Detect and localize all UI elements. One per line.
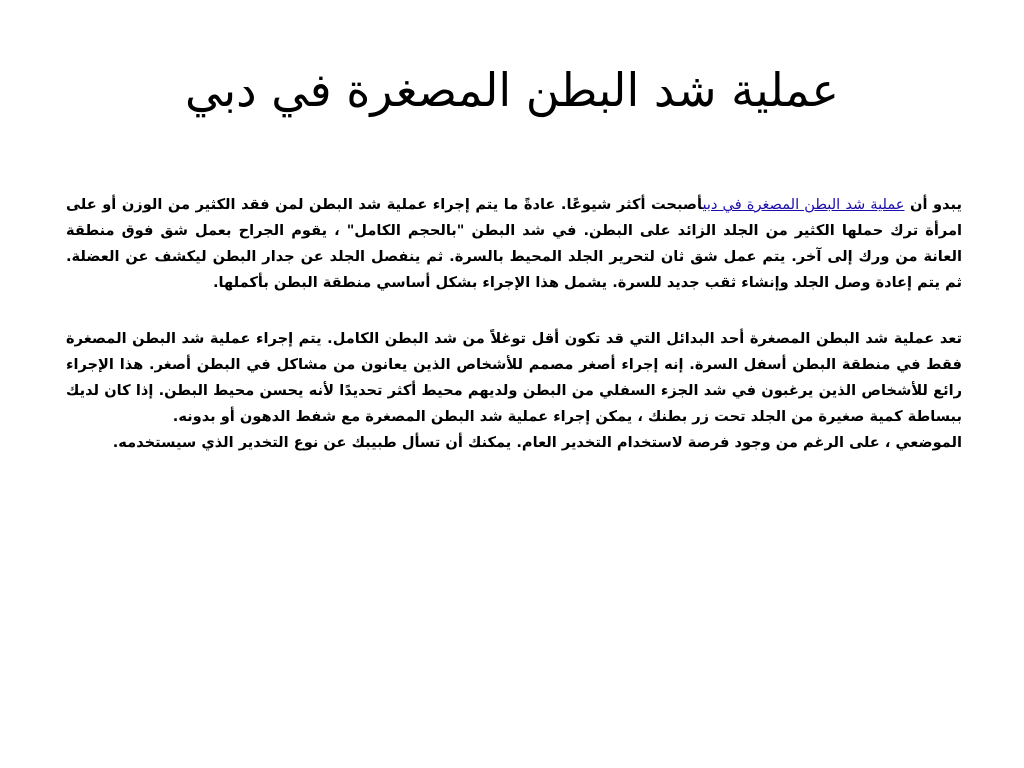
slide-body [66,192,962,456]
paragraph-mini-tummy-tuck: تعد عملية شد البطن المصغرة أحد البدائل التي قد تكون أقل توغلاً من شد البطن الكامل. يتم إجراء عملية شد البطن المصغرة فقط في منطقة البطن أسفل السرة. إنه إجراء أصغر مصمم للأشخاص الذين يعانون من مشاكل في البطن أصغر. هذا الإجراء رائع للأشخاص الذين يرغبون في شد الجزء السفلي من البطن ولديهم محيط أكثر تحديدًا لأنه يحسن محيط البطن. إذا كان لديك ببساطة كمية صغيرة من الجلد تحت زر بطنك ، يمكن إجراء عملية شد البطن المصغرة مع شفط الدهون أو بدونه. [66,330,962,425]
slide-title: عملية شد البطن المصغرة في دبي [185,63,839,117]
paragraph-anesthesia: الموضعي ، على الرغم من وجود فرصة لاستخدام التخدير العام. يمكنك أن تسأل طبيبك عن نوع التخدير الذي سيستخدمه. [112,434,962,451]
paragraph-intro-lead: يبدو أن [904,196,962,213]
paragraph-intro-rest: أصبحت أكثر شيوعًا. عادةً ما يتم إجراء عملية شد البطن لمن فقد الكثير من الوزن أو على امرأة ترك حملها الكثير من الجلد الزائد على البطن. في شد البطن "بالحجم الكامل" ، يقوم الجراح بعمل شق فوق منطقة العانة من ورك إلى آخر. يتم عمل شق ثان لتحرير الجلد المحيط بالسرة. ثم ينفصل الجلد عن جدار البطن ليكشف عن العضلة. ثم يتم إعادة وصل الجلد وإنشاء ثقب جديد للسرة. يشمل هذا الإجراء بشكل أساسي منطقة البطن بأكملها. [66,196,962,291]
article-link[interactable]: عملية شد البطن المصغرة في دبي [702,196,905,213]
paragraph-intro [66,192,962,296]
